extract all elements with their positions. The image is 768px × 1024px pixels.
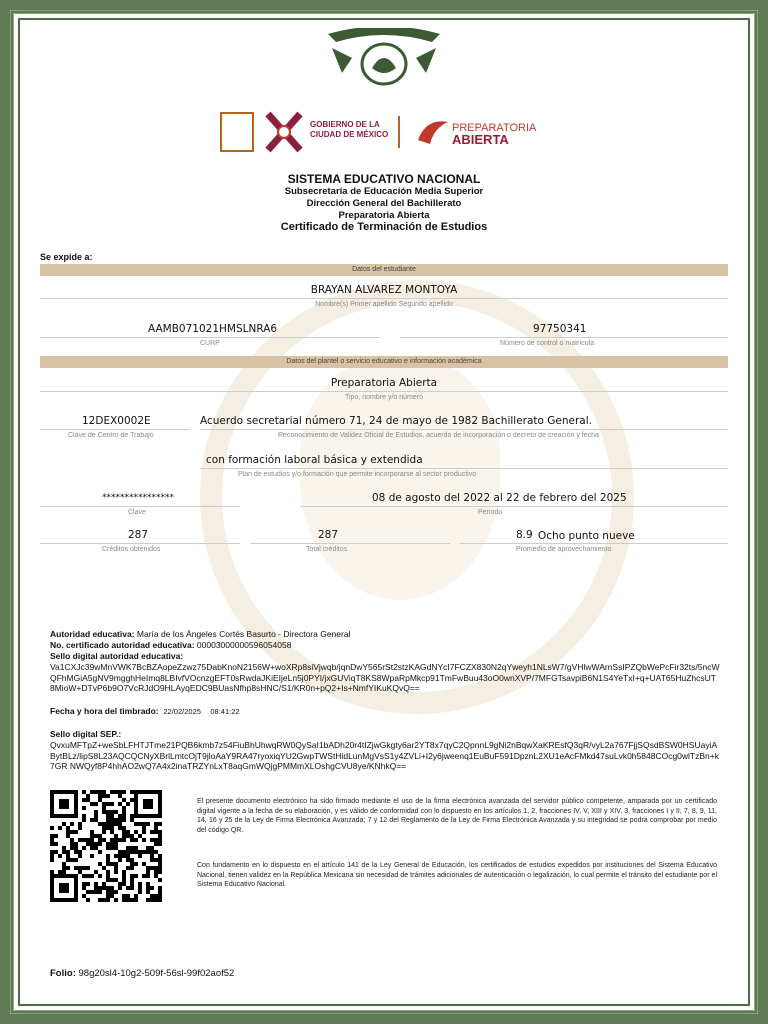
subtitle-2: Dirección General del Bachillerato <box>306 198 462 209</box>
divider <box>200 429 728 430</box>
total-credits-label: Total créditos <box>306 546 348 553</box>
authority-seal-label: Sello digital autoridad educativa: <box>50 651 184 661</box>
control-number: 97750341 <box>533 323 587 335</box>
national-seal-icon <box>322 28 446 88</box>
cdmx-logo-text: GOBIERNO DE LA CIUDAD DE MÉXICO <box>310 120 389 139</box>
student-name-label: Nombre(s) Primer apellido Segundo apellido <box>315 301 453 308</box>
credits-obtained-label: Créditos obtenidos <box>102 546 161 553</box>
stamp-date: 22/02/2025 <box>163 707 201 716</box>
curp-value: AAMB071021HMSLNRA6 <box>148 323 278 335</box>
control-number-label: Número de control o matrícula <box>500 340 595 347</box>
document-title: SISTEMA EDUCATIVO NACIONAL <box>287 172 481 186</box>
student-name: BRAYAN ALVAREZ MONTOYA <box>310 284 458 296</box>
school-name-label: Tipo, nombre y/o número <box>345 394 423 401</box>
cert-number-row <box>50 640 291 650</box>
cert-number-value: 00003000000596054058 <box>196 640 292 650</box>
legal-paragraph-1: El presente documento electrónico ha sido firmado mediante el uso de la firma electrónica avanzada del servidor público competente, amparada por un certificado digital vigente a la fecha de su elaboración, y es válido de conformidad con lo dispuesto en los artículos 1, 2, fracciones IV, V, XIII y XIV, 3, fracciones I y II, 7, 8, 9, 11, 14, 16 y 25 de la Ley de Firma Electrónica Avanzada; 7 y 12 del Reglamento de la Ley de Firma Electrónica Avanzada y su integridad se podrá comprobar por medio del código QR. <box>197 798 717 834</box>
cert-number-label: No. certificado autoridad educativa: <box>50 640 195 650</box>
expide-label: Se expide a: <box>40 252 93 262</box>
qr-code-icon <box>50 790 162 902</box>
stamp-date-row <box>50 706 240 716</box>
folio-label: Folio: <box>50 968 76 979</box>
sep-seal-value: QvxuMFTpZ+weSbLFHTJTme21PQB6kmb7z54FiuBhUhwqRW0QySaI1bADh20r4tIZjwGkgty6ar2YT8x7qyC2QpnnL9gNi2nBqwXaKREsfQ3qR/vyL2a767FjjSQsdBSW0HSUayiABytBLz/lipS8L23AQCQCNyXBrlLmtcOjT9jloAaY9RA47ryoxiqYU2GwpTWStHidLunMgVsS1y4ZVLi+I2y6jweenq1EuBuF591DpznL2XU1eAcFMkd47suLvk0h5848COcg0wlTzBn+k7GR NWQyf8P4hhAO2wQ7A4x2inaTRZYnLxT8aqGmWQjgPMMmXLOshgCVU8ye/KNhkQ== <box>50 740 719 771</box>
period-value: 08 de agosto del 2022 al 22 de febrero del 2025 <box>372 492 627 504</box>
folio-value: 98g20sl4-10g2-509f-56sl-99f02aof52 <box>78 968 235 979</box>
work-center-key-label: Clave de Centro de Trabajo <box>68 432 154 439</box>
prepa-abierta-logo-icon <box>416 114 450 148</box>
city-coat-of-arms-icon <box>220 112 254 152</box>
cdmx-logo-icon <box>264 110 304 154</box>
rvoe-value: Acuerdo secretarial número 71, 24 de mayo de 1982 Bachillerato General. <box>200 415 592 427</box>
authority-row <box>50 629 350 639</box>
credits-obtained: 287 <box>128 529 149 541</box>
divider <box>300 506 728 507</box>
sep-seal-label: Sello digital SEP.: <box>50 729 122 739</box>
logos-row <box>220 110 560 158</box>
divider <box>250 543 450 544</box>
prepa-logo-text-1: PREPARATORIA <box>452 122 537 134</box>
curp-label: CURP <box>200 340 220 347</box>
authority-value: María de los Ángeles Cortés Basurto - Directora General <box>136 629 351 639</box>
subtitle-1: Subsecretaría de Educación Media Superior <box>284 186 484 197</box>
stamp-date-label: Fecha y hora del timbrado: <box>50 706 159 716</box>
stamp-time: 08:41:22 <box>210 707 240 716</box>
divider <box>40 543 240 544</box>
folio-row <box>50 968 234 979</box>
authority-label: Autoridad educativa: <box>50 629 135 639</box>
authority-seal-value: Va1CXJc39wMnVWK7BcBZAopeZzwz75DabKnoN2156W+woXRp8siVjwqb/jqnDwY565rSt2stzKAGdNYcI7FCZX830N2qYweyh1NLsW7/gVHlwWArnSsIPZQbWePcFir32ts/5ncWQFhMGiA5gNV9mgghHeImq8LBIvfVOcnzgEFT0sRwdaJKiEIjeLn5j0PYI/jxGUViqT8KS8WpaRpMkcp91TmFwBuu43oO0wnXVP/7MFGTsavpiB6N1S4YeTxI+q+UAT65HuZhcsUT8MioW+DTvP6b9O7VcRJdO9HLAyqEDC9BUasNfhp8sHNC/S1/KR0n+pQ2+Is+NmfYIKuKQvQ== <box>50 662 720 693</box>
legal-paragraph-2: Con fundamento en lo dispuesto en el artículo 141 de la Ley General de Educación, los certificados de estudios expedidos por instituciones del Sistema Educativo Nacional, tienen validez en la República Mexicana sin necesidad de trámites adicionales de autenticación o legalización, lo cual permite el tránsito del estudiante por el Sistema Educativo Nacional. <box>197 862 717 888</box>
divider <box>40 298 728 299</box>
student-section-bar: Datos del estudiante <box>40 264 728 276</box>
study-plan: con formación laboral básica y extendida <box>206 454 423 466</box>
work-center-key: 12DEX0002E <box>82 415 151 427</box>
divider <box>40 391 728 392</box>
clave-value: **************** <box>102 493 174 503</box>
average-label: Promedio de aprovechamiento <box>516 546 612 553</box>
divider <box>40 429 190 430</box>
certificate-title: Certificado de Terminación de Estudios <box>280 221 488 233</box>
divider <box>40 506 240 507</box>
divider <box>40 337 380 338</box>
divider <box>460 543 728 544</box>
school-name: Preparatoria Abierta <box>330 377 438 389</box>
logo-divider <box>398 116 400 148</box>
divider <box>400 337 728 338</box>
clave-label: Clave <box>128 509 146 516</box>
school-section-bar: Datos del plantel o servicio educativo e información académica <box>40 356 728 368</box>
prepa-logo-text-2: ABIERTA <box>452 132 509 147</box>
period-label: Periodo <box>478 509 503 516</box>
total-credits: 287 <box>318 529 339 541</box>
subtitle-3: Preparatoria Abierta <box>338 210 430 221</box>
average-text: Ocho punto nueve <box>538 530 635 542</box>
study-plan-label: Plan de estudios y/o formación que permite incorporarse al sector productivo <box>238 471 477 478</box>
divider <box>200 468 728 469</box>
average-value: 8.9 <box>516 529 533 541</box>
rvoe-label: Reconocimiento de Validez Oficial de Estudios, acuerdo de incorporación o decreto de creación y fecha <box>278 432 599 439</box>
